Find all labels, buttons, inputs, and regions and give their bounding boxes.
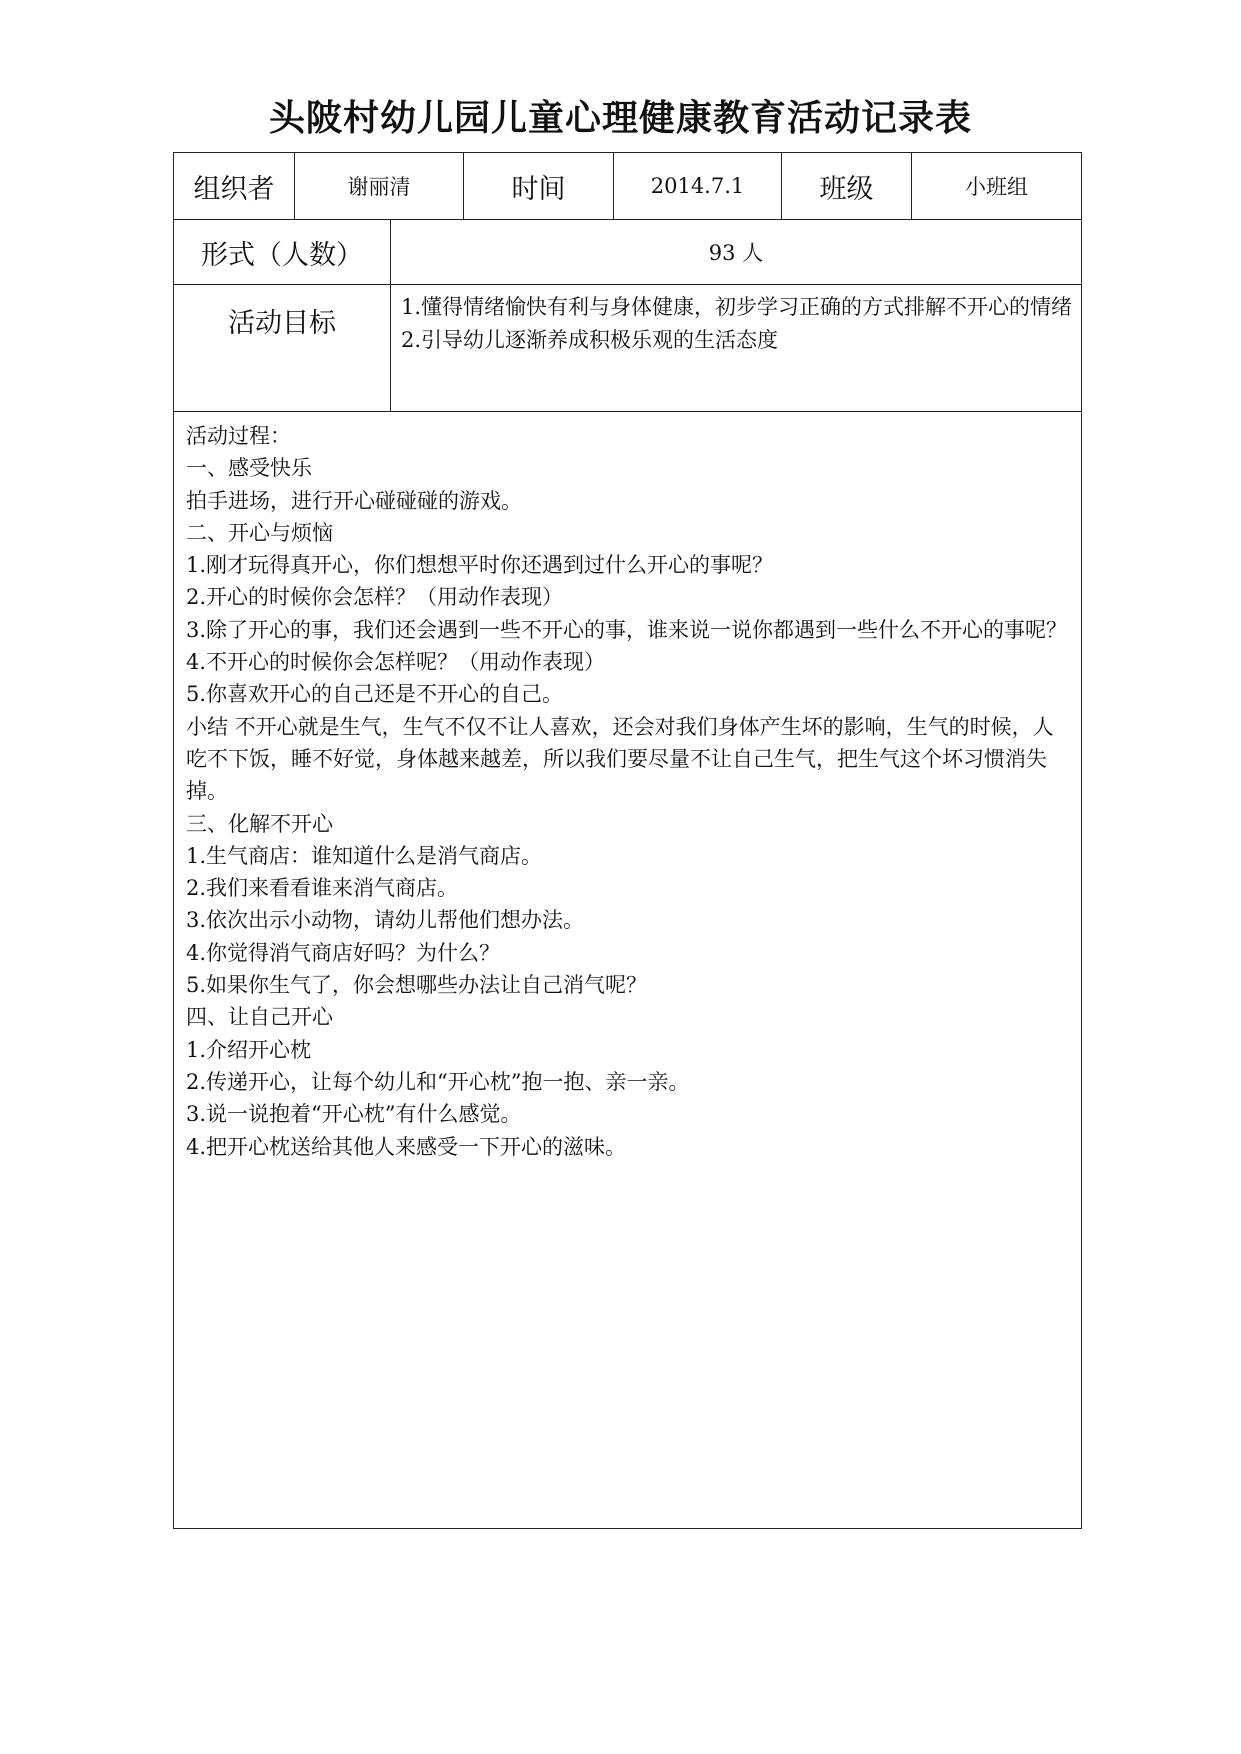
class-label: 班级 [782,153,912,220]
process-line: 4.把开心枕送给其他人来感受一下开心的滋味。 [186,1134,627,1159]
process-line: 2.开心的时候你会怎样？（用动作表现） [186,585,564,610]
organizer-value: 谢丽清 [295,153,464,220]
goal-content [391,285,1082,412]
goal-row [174,285,1082,412]
process-line: 2.我们来看看谁来消气商店。 [186,876,459,901]
process-line: 1.刚才玩得真开心，你们想想平时你还遇到过什么开心的事呢？ [186,553,774,578]
process-line: 5.如果你生气了，你会想哪些办法让自己消气呢？ [186,973,648,998]
process-line: 1.介绍开心枕 [186,1037,312,1062]
process-line: 2.传递开心，让每个幼儿和“开心枕”抱一抱、亲一亲。 [186,1069,690,1094]
format-label: 形式（人数） [174,220,391,285]
summary-paragraph: 小结 不开心就是生气，生气不仅不让人喜欢，还会对我们身体产生坏的影响，生气的时候，人吃不下饭，睡不好觉，身体越来越差，所以我们要尽量不让自己生气，把生气这个坏习惯消失掉。 [186,714,1054,804]
class-value: 小班组 [912,153,1082,220]
activity-record-table [173,152,1082,1529]
section-1-heading: 一、感受快乐 [186,456,312,481]
process-line: 5.你喜欢开心的自己还是不开心的自己。 [186,682,564,707]
process-line: 4.你觉得消气商店好吗？为什么？ [186,940,501,965]
header-row [174,153,1082,220]
time-label: 时间 [464,153,614,220]
goal-label: 活动目标 [174,285,391,412]
goal-line-2: 2.引导幼儿逐渐养成积极乐观的生活态度 [401,328,779,352]
process-line: 3.依次出示小动物，请幼儿帮他们想办法。 [186,908,585,933]
format-value: 93 人 [391,220,1082,285]
document-title: 头陂村幼儿园儿童心理健康教育活动记录表 [268,98,972,139]
process-row [174,412,1082,1529]
process-line: 3.除了开心的事，我们还会遇到一些不开心的事，谁来说一说你都遇到一些什么不开心的事呢？ [186,617,1068,642]
section-3-heading: 三、化解不开心 [186,811,333,836]
process-line: 1.生气商店：谁知道什么是消气商店。 [186,843,543,868]
organizer-label: 组织者 [174,153,295,220]
process-heading: 活动过程： [186,424,291,448]
time-value: 2014.7.1 [614,153,782,220]
goal-line-1: 1.懂得情绪愉快有利与身体健康，初步学习正确的方式排解不开心的情绪 [401,295,1073,319]
section-2-heading: 二、开心与烦恼 [186,520,333,545]
format-row [174,220,1082,285]
process-line: 3.说一说抱着“开心枕”有什么感觉。 [186,1102,522,1127]
process-line: 拍手进场，进行开心碰碰碰的游戏。 [186,488,522,513]
section-4-heading: 四、让自己开心 [186,1005,333,1030]
process-line: 4.不开心的时候你会怎样呢？（用动作表现） [186,650,606,675]
process-content [174,412,1082,1529]
